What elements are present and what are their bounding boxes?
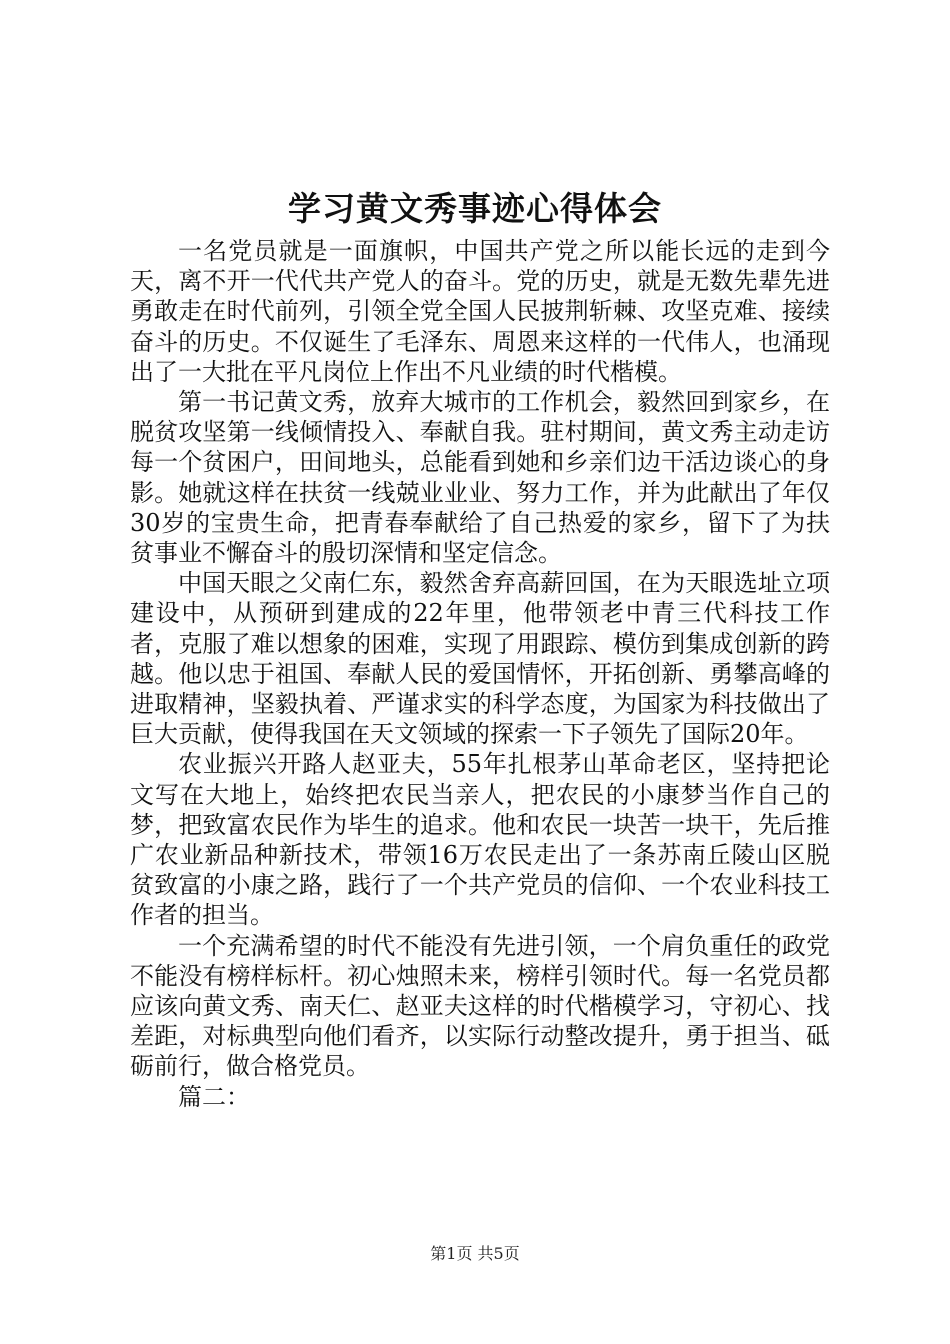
paragraph-1: 一名党员就是一面旗帜，中国共产党之所以能长远的走到今天，离不开一代代共产党人的奋斗。党的历史，就是无数先辈先进勇敢走在时代前列，引领全党全国人民披荆斩棘、攻坚克难、接续奋斗的历史。不仅诞生了毛泽东、周恩来这样的一代伟人，也涌现出了一大批在平凡岗位上作出不凡业绩的时代楷模。 bbox=[130, 237, 830, 386]
paragraph-3: 中国天眼之父南仁东，毅然舍弃高薪回国，在为天眼选址立项建设中，从预研到建成的22年里，他带领老中青三代科技工作者，克服了难以想象的困难，实现了用跟踪、模仿到集成创新的跨越。他以忠于祖国、奉献人民的爱国情怀，开拓创新、勇攀高峰的进取精神，坚毅执着、严谨求实的科学态度，为国家为科技做出了巨大贡献，使得我国在天文领域的探索一下子领先了国际20年。 bbox=[130, 569, 830, 749]
document-title: 学习黄文秀事迹心得体会 bbox=[288, 189, 662, 228]
paragraph-2: 第一书记黄文秀，放弃大城市的工作机会，毅然回到家乡，在脱贫攻坚第一线倾情投入、奉献自我。驻村期间，黄文秀主动走访每一个贫困户，田间地头，总能看到她和乡亲们边干活边谈心的身影。她就这样在扶贫一线兢业业业、努力工作，并为此献出了年仅30岁的宝贵生命，把青春奉献给了自己热爱的家乡，留下了为扶贫事业不懈奋斗的殷切深情和坚定信念。 bbox=[130, 388, 830, 568]
page-number-footer: 第1页 共5页 bbox=[430, 1244, 520, 1263]
paragraph-4: 农业振兴开路人赵亚夫，55年扎根茅山革命老区，坚持把论文写在大地上，始终把农民当亲人，把农民的小康梦当作自己的梦，把致富农民作为毕生的追求。他和农民一块苦一块干，先后推广农业新品种新技术，带领16万农民走出了一条苏南丘陵山区脱贫致富的小康之路，践行了一个共产党员的信仰、一个农业科技工作者的担当。 bbox=[130, 750, 830, 930]
document-body bbox=[130, 236, 830, 1112]
section-heading-part-two: 篇二： bbox=[178, 1082, 250, 1111]
paragraph-5: 一个充满希望的时代不能没有先进引领，一个肩负重任的政党不能没有榜样标杆。初心烛照未来，榜样引领时代。每一名党员都应该向黄文秀、南天仁、赵亚夫这样的时代楷模学习，守初心、找差距，对标典型向他们看齐，以实际行动整改提升，勇于担当、砥砺前行，做合格党员。 bbox=[130, 931, 830, 1081]
